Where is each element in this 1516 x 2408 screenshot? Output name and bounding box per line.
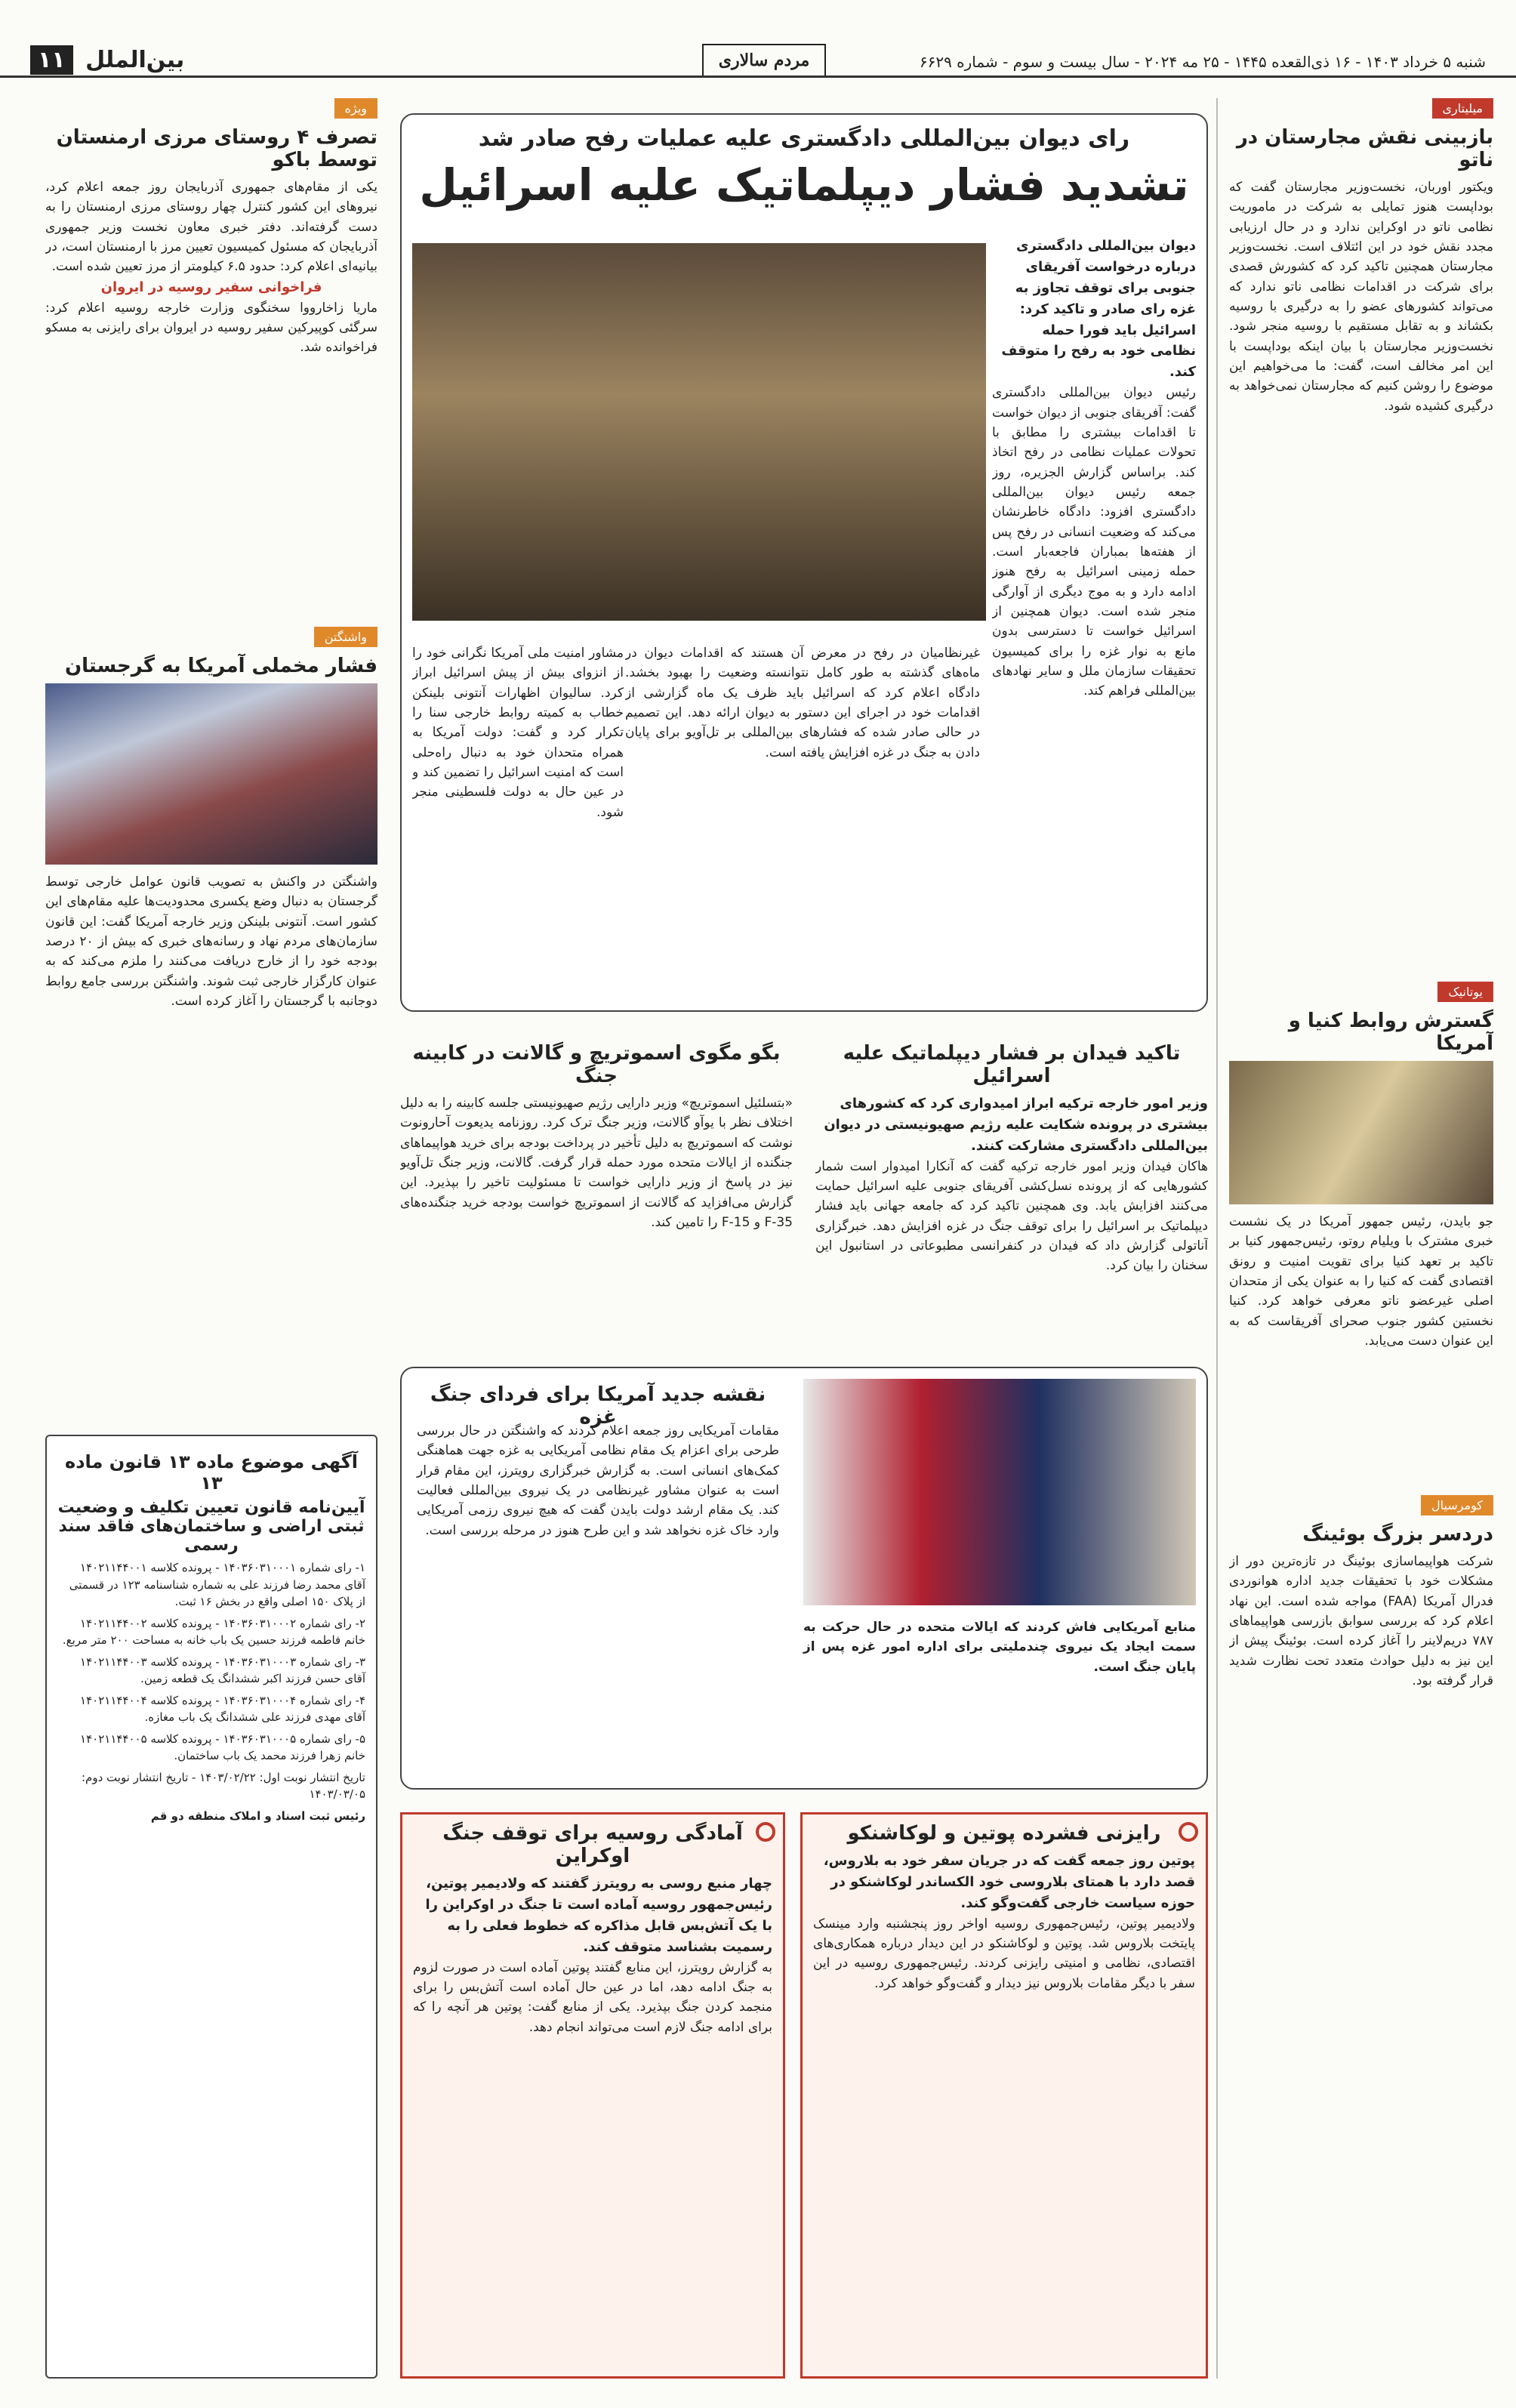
notice-entry: ۵- رای شماره ۱۴۰۳۶۰۳۱۰۰۰۵ - پرونده کلاسه ۱۴۰۲۱۱۴۴۰۰۵ خانم زهرا فرزند محمد یک باب ساختمان. [80,1731,365,1762]
putin-lead: پوتین روز جمعه گفت که در جریان سفر خود به بلاروس، قصد دارد با همتای بلاروسی خود الکساندر لوکاشنکو در حوزه سیاست خارجی گفت‌وگو کند. [823,1853,1195,1911]
notice-signature: رئیس ثبت اسناد و املاک منطقه دو قم [150,1808,365,1823]
vizheh-column [45,98,377,612]
boeing-title: دردسر بزرگ بوئینگ [1302,1523,1493,1546]
us-plan-story [400,1367,1208,1790]
dateline: شنبه ۵ خرداد ۱۴۰۳ - ۱۶ ذی‌القعده ۱۴۴۵ - ۲۵ مه ۲۰۲۴ - سال بیست و سوم - شماره ۶۶۲۹ [919,53,1486,71]
russia-ceasefire-story [400,1812,785,2379]
page-number: ۱۱ [30,45,73,75]
notice-entry: ۱- رای شماره ۱۴۰۳۶۰۳۱۰۰۰۱ - پرونده کلاسه ۱۴۰۲۱۱۴۴۰۰۱ آقای محمد رضا فرزند علی به شماره شناسنامه ۱۲۳ در قسمتی از پلاک ۱۵۰ اصلی واقع در بخش ۱۶ ثبت. [69,1561,365,1608]
vizheh-subhead: فراخوانی سفیر روسیه در ایروان [100,279,322,295]
main-headline: تشدید فشار دیپلماتیک علیه اسرائیل [419,159,1189,211]
blinken-photo [803,1379,1196,1605]
military-title: بازبینی نقش مجارستان در ناتو [1236,126,1493,171]
legal-notice [45,1435,377,2379]
military-column [1229,98,1493,967]
us-plan-caption: منابع آمریکایی فاش کردند که ایالات متحده در حال حرکت به سمت ایجاد یک نیروی چندملیتی برای اداره امور غزه پس از پایان جنگ است. [803,1620,1196,1675]
georgia-protest-photo [45,683,377,865]
russia-body: به گزارش رویترز، این منابع گفتند پوتین آماده است در صورت لزوم به جنگ ادامه دهد، اما در عین حال آماده است آتش‌بس را برای منجمد کردن جنگ بپذیرد. یکی از منابع گفت: پوتین هر آنچه را که برای ادامه جنگ لازم است می‌تواند انجام دهد. [413,1959,772,2035]
putin-lukashenko-story [800,1812,1208,2379]
section-name: بین‌الملل [85,47,185,73]
vizheh-tag: ویژه [334,98,377,119]
main-story [400,113,1208,1012]
fidan-story [815,1034,1208,1352]
putin-title: رایزنی فشرده پوتین و لوکاشنکو [847,1822,1161,1845]
main-body: رئیس دیوان بین‌المللی دادگستری گفت: آفریقای جنوبی از دیوان خواست تا اقدامات بیشتری را مطابق با تحولات عملیات نظامی در رفح اتخاذ کند. براساس گزارش الجزیره، روز جمعه رئیس دیوان بین‌المللی دادگستری افزود: دادگاه خاطرنشان می‌کند که وضعیت انسانی در رفح پس از هفته‌ها بمباران فاجعه‌بار است. حمله زمینی اسرائیل به رفح هنوز ادامه دارد و به موج دیگری از آوارگی منجر شده است. دیوان همچنین از اسرائیل خواست تا دسترسی بدون مانع به نوار غزه را برای کمیسیون تحقیقات سازمان ملل و سایر نهادهای بین‌المللی فراهم کند. [992,385,1196,699]
notice-dates: تاریخ انتشار نوبت اول: ۱۴۰۳/۰۲/۲۲ - تاریخ انتشار نوبت دوم: ۱۴۰۳/۰۳/۰۵ [81,1770,365,1801]
notice-entry: ۴- رای شماره ۱۴۰۳۶۰۳۱۰۰۰۴ - پرونده کلاسه ۱۴۰۲۱۱۴۴۰۰۴ آقای مهدی فرزند علی ششدانگ یک باب مغازه. [80,1693,365,1724]
notice-entry: ۲- رای شماره ۱۴۰۳۶۰۳۱۰۰۰۲ - پرونده کلاسه ۱۴۰۲۱۱۴۴۰۰۲ خانم فاطمه فرزند حسین یک باب خانه به مساحت ۲۰۰ متر مربع. [62,1616,365,1647]
military-tag: میلیتاری [1432,98,1493,119]
fidan-body: هاکان فیدان وزیر امور خارجه ترکیه گفت که آنکارا امیدوار است شمار کشورهایی که از پرونده نسل‌کشی آفریقای جنوبی علیه اسرائیل حمایت می‌کنند افزایش یابد. وی همچنین تاکید کرد که جامعه جهانی باید فشار دیپلماتیک بر اسرائیل را برای توقف جنگ در غزه افزایش دهد. خبرگزاری آناتولی گزارش داد که فیدان در کنفرانسی مطبوعاتی در استانبول این سخنان را بیان کرد. [815,1158,1208,1274]
boeing-body: شرکت هواپیماسازی بوئینگ در تازه‌ترین دور از مشکلات خود با تحقیقات جدید اداره هوانوردی فدرال آمریکا (FAA) مواجه شده است. این نهاد اعلام کرد که بررسی سوابق بازرسی هواپیماهای ۷۸۷ دریم‌لاینر را آغاز کرده است. بوئینگ پیش از این نیز به دلیل حوادث متعدد تحت نظارت شدید قرار گرفته بود. [1229,1554,1493,1689]
main-body-continued: غیرنظامیان در رفح در معرض آن هستند که اقدامات دیوان در ماه‌های گذشته به طور کامل نتوانسته وضعیت را بهبود بخشد. دادگاه اعلام کرد که اسرائیل باید ظرف یک ماه گزارشی از اقدامات خود در اجرای این دستور به دیوان ارائه دهد. این تصمیم در حالی صادر شده که فشارهای بین‌المللی بر تل‌آویو برای پایان دادن به جنگ در غزه افزایش یافته است. [625,646,980,760]
header-rule [0,76,1516,78]
fidan-lead: وزیر امور خارجه ترکیه ابراز امیدواری کرد که کشورهای بیشتری در پرونده شکایت علیه رژیم صهیونیستی در دیوان بین‌المللی دادگستری مشارکت کنند. [824,1096,1208,1154]
vizheh-body2: ماریا زاخارووا سخنگوی وزارت خارجه روسیه اعلام کرد: سرگئی کوپیرکین سفیر روسیه در ایروان برای رایزنی به مسکو فراخوانده شد. [45,300,377,356]
smotrich-body: «بتسلئیل اسموتریچ» وزیر دارایی رژیم صهیونیستی جلسه کابینه را به دلیل اختلاف نظر با یوآو گالانت، وزیر جنگ ترک کرد. روزنامه یدیعوت آحارونوت نوشت که اسموتریچ به دلیل تأخیر در پرداخت بودجه برای خرید هواپیماهای جنگنده از ایالات متحده مورد حمله قرار گرفت. گالانت، وزیر جنگ تل‌آویو نیز در پاسخ از وزیر دارایی خواست تا مسئولیت تاخیر را بپذیرد. این گزارش می‌افزاید که گالانت از اسموتریچ خواست بودجه خرید جنگنده‌های F-35 و F-15 را تامین کند. [400,1096,793,1231]
military-body: ویکتور اوربان، نخست‌وزیر مجارستان گفت که بوداپست هنوز تمایلی به شرکت در ماموریت نظامی ناتو در اوکراین ندارد و در حال ارزیابی مجدد نقش خود در این ائتلاف است. نخست‌وزیر مجارستان همچنین تاکید کرد که کشورش قصدی برای شرکت در اقدامات نظامی ناتو ندارد که می‌تواند کشورهای عضو را به درگیری با روسیه بکشاند و به تقابل مستقیم با روسیه منجر شود. نخست‌وزیر مجارستان با بیان اینکه بوداپست با این امر مخالف است، گفت: ما می‌خواهیم این موضوع را روشن کنیم که مجارستان نمی‌خواهد به درگیری کشیده شود. [1229,180,1493,414]
boeing-column [1229,1495,1493,2379]
fidan-title: تاکید فیدان بر فشار دیپلماتیک علیه اسرائیل [843,1042,1181,1087]
washington-body: واشنگتن در واکنش به تصویب قانون عوامل خارجی توسط گرجستان به دنبال وضع یکسری محدودیت‌ها علیه مقام‌های این کشور است. آنتونی بلینکن وزیر خارجه آمریکا گفت: این قانون سازمان‌های مردم نهاد و رسانه‌های خبری که بیش از ۲۰ درصد بودجه خود را از خارج دریافت می‌کنند را ملزم می‌کند که به عنوان کارگزار خارجی ثبت شوند. واشنگتن بررسی جامع روابط دوجانبه با گرجستان را آغاز کرده است. [45,874,377,1010]
main-kicker: رای دیوان بین‌المللی دادگستری علیه عملیات رفح صادر شد [478,125,1130,152]
vizheh-title: تصرف ۴ روستای مرزی ارمنستان توسط باکو [56,126,377,171]
youtank-tag: یوتانیک [1437,982,1493,1002]
section-header [30,47,184,73]
us-plan-title: نقشه جدید آمریکا برای فردای جنگ غزه [430,1383,766,1429]
icj-court-photo [412,243,986,621]
notice-entry: ۳- رای شماره ۱۴۰۳۶۰۳۱۰۰۰۳ - پرونده کلاسه ۱۴۰۲۱۱۴۴۰۰۳ آقای حسن فرزند اکبر ششدانگ یک قطعه زمین. [80,1654,365,1685]
russia-lead: چهار منبع روسی به رویترز گفتند که ولادیمیر پوتین، رئیس‌جمهور روسیه آماده است تا جنگ در اوکراین را با یک آتش‌بس قابل مذاکره که خطوط فعلی را به رسمیت بشناسد متوقف کند. [425,1876,772,1955]
youtank-body: جو بایدن، رئیس جمهور آمریکا در یک نشست خبری مشترک با ویلیام روتو، رئیس‌جمهور کنیا بر تاکید بر تعهد کنیا برای تقویت امنیت و رونق اقتصادی گفت که کنیا را به عنوان یکی از متحدان اصلی غیرعضو ناتو معرفی خواهد کرد. کنیا نخستین کشور جنوب صحرای آفریقاست که به این عنوان دست می‌یابد. [1229,1214,1493,1349]
smotrich-story [400,1034,793,1352]
column-divider [1216,98,1218,2379]
biden-ruto-photo [1229,1061,1493,1204]
washington-tag: واشنگتن [314,627,377,647]
washington-title: فشار مخملی آمریکا به گرجستان [64,655,377,677]
red-ring-icon [756,1822,775,1842]
youtank-title: گسترش روابط کنیا و آمریکا [1288,1010,1493,1055]
red-ring-icon [1179,1822,1198,1842]
main-lead: دیوان بین‌المللی دادگستری درباره درخواست آفریقای جنوبی برای توقف تجاوز به غزه رای صادر و تاکید کرد: اسرائیل باید فورا حمله نظامی خود به رفح را متوقف کند. [1001,238,1196,381]
notice-title: آگهی موضوع ماده ۱۳ قانون ماده ۱۳ [65,1451,358,1494]
smotrich-title: بگو مگوی اسموتریچ و گالانت در کابینه جنگ [412,1042,781,1087]
boeing-tag: کومرسیال [1421,1495,1493,1515]
notice-subtitle: آیین‌نامه قانون تعیین تکلیف و وضعیت ثبتی اراضی و ساختمان‌های فاقد سند رسمی [57,1498,365,1555]
putin-body: ولادیمیر پوتین، رئیس‌جمهوری روسیه اواخر روز پنجشنبه وارد مینسک پایتخت بلاروس شد. پوتین و لوکاشنکو در این دیدار درباره همکاری‌های اقتصادی، نظامی و امنیتی رایزنی کردند. رئیس‌جمهوری روسیه در این سفر با دیگر مقامات بلاروس نیز دیدار و گفت‌وگو خواهد کرد. [813,1916,1195,1991]
washington-column [45,627,377,1420]
us-plan-body: مقامات آمریکایی روز جمعه اعلام کردند که واشنگتن در حال بررسی طرحی برای اعزام یک مقام نظامی آمریکایی به غزه جهت هماهنگی کمک‌های انسانی است. به گزارش خبرگزاری رویترز، این مقام قرار است به عنوان مشاور غیرنظامی در یک نیروی بین‌المللی فعالیت کند. یک مقام ارشد دولت بایدن گفت که هیچ نیروی رزمی آمریکایی وارد خاک غزه نخواهد شد و این طرح هنوز در مرحله بررسی است. [417,1423,779,1538]
main-body-sullivan: مشاور امنیت ملی آمریکا نگرانی خود را از انزوای بیش از پیش اسرائیل ابراز کرد. سالیوان اظهارات آنتونی بلینکن خطاب به کمیته روابط خارجی سنا را تکرار کرد و گفت: دولت آمریکا به همراه متحدان خود به دنبال راه‌حلی است که امنیت اسرائیل را تضمین کند و در عین حال به دولت فلسطینی منجر شود. [412,646,624,820]
newspaper-logo: مردم سالاری [702,44,826,77]
main-text-right [992,236,1196,991]
russia-title: آمادگی روسیه برای توقف جنگ اوکراین [442,1822,743,1867]
vizheh-body: یکی از مقام‌های جمهوری آذربایجان روز جمعه اعلام کرد، نیروهای این کشور کنترل چهار روستای مرزی ارمنستان را به دست گرفته‌اند. دفتر خبری معاون نخست وزیر جمهوری آذربایجان که مسئول کمیسیون تعیین مرز با ارمنستان است، در بیانیه‌ای اعلام کرد: حدود ۶.۵ کیلومتر از مرز تعیین شده است. [45,180,377,275]
youtank-column [1229,982,1493,1472]
